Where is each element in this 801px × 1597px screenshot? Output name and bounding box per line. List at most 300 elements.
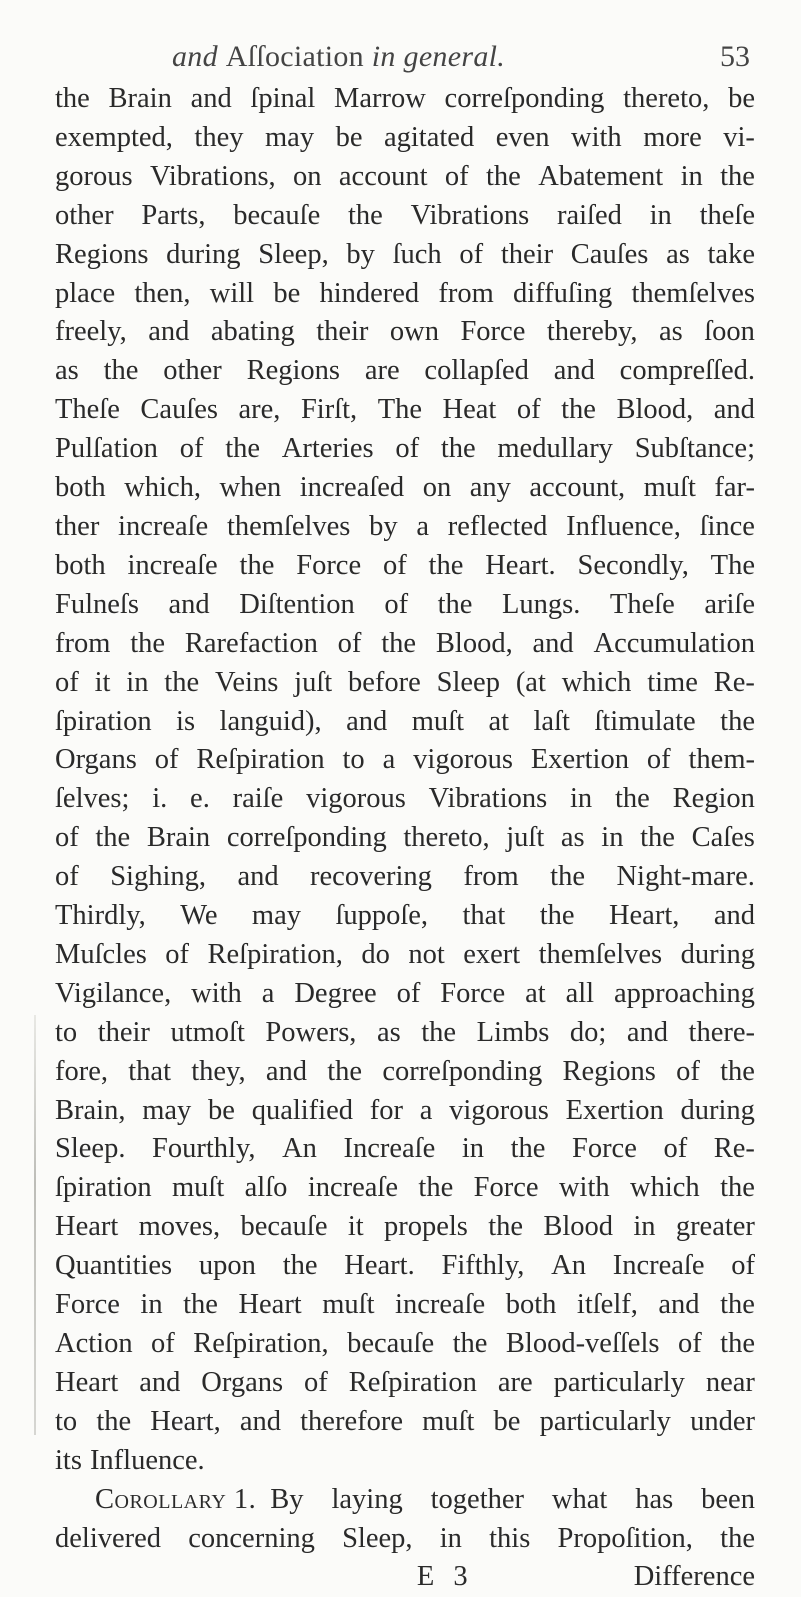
word: particularly [553,1366,685,1398]
word: Cauſes [140,394,218,426]
word: of [154,744,179,776]
word: and [148,316,190,348]
signature-mark: E 3 [416,1561,474,1593]
word: there- [688,1016,755,1048]
word: of [516,394,541,426]
word: the [130,627,166,659]
word: Pulſation [55,433,158,465]
word: more [643,121,702,153]
word: muſt [322,1289,375,1321]
word: and [713,900,755,932]
word: it [347,1211,364,1243]
text-line [55,858,755,897]
word: their [316,316,369,348]
text-line [55,586,755,625]
word: ſtimulate [594,705,696,737]
word: Force [440,977,506,1009]
word: ther [55,510,100,542]
word: Caſes [691,822,755,854]
text-line [55,158,755,197]
word: the [421,1016,457,1048]
word: Heart, [150,1405,221,1437]
word: Limbs [476,1016,550,1048]
word: propels [383,1211,468,1243]
word: be [493,1405,521,1437]
word: in [649,199,672,231]
word: when [219,472,282,504]
word: and [626,1016,669,1048]
word: increaſe [395,1289,486,1321]
word: is [176,705,196,737]
word: Propoſition, [557,1522,693,1554]
word: (at [515,666,546,698]
word: Rarefaction [184,627,318,659]
word: from [438,277,494,309]
word: their [97,1016,150,1048]
word: of [676,1055,700,1087]
word: are, [238,394,281,426]
word: which [561,666,632,698]
word: exert [463,938,521,970]
corollary-line-2 [55,1520,755,1559]
word: thereto, [403,822,490,854]
word: ſpinal [250,83,316,114]
word: An [282,1133,317,1165]
word: of [337,627,362,659]
word: ſuch [392,238,442,270]
word: Blood-veſſels [505,1328,660,1359]
word: as [376,1016,401,1048]
word: muſt [422,1405,475,1437]
word: as [560,822,585,854]
word: Force [55,1289,120,1321]
word: muſt [171,1172,225,1204]
text-line [55,1169,755,1208]
word: under [690,1405,755,1437]
word: at [488,705,510,737]
word: from [463,861,519,893]
word: which, [124,472,201,504]
text-line [55,897,755,936]
word: the [720,160,755,192]
word: the [510,1133,546,1165]
word: of [55,861,79,893]
running-title-and: and [172,40,226,73]
word: We [180,900,218,932]
text-line [55,313,755,352]
word: them- [688,744,755,776]
word: i. [152,783,168,815]
catchword: Difference [633,1561,755,1593]
word: other [163,355,222,387]
word: agitated [383,121,475,153]
text-line [55,625,755,664]
word: ariſe [704,588,755,620]
word: account [338,160,428,192]
word: of [179,433,204,465]
word: the [96,1405,132,1437]
word: approaching [614,977,755,1009]
text-line [55,780,755,819]
word: increaſe [118,510,209,542]
word: in [140,1289,163,1321]
text-line [55,1442,755,1481]
word: utmoſt [170,1016,245,1048]
word: raiſed [556,199,622,231]
footer-line [55,1558,755,1597]
word: juſt [506,822,545,854]
word: the [437,588,473,620]
page-number: 53 [720,40,750,73]
text-line [55,469,755,508]
word: correſponding [226,822,387,854]
word: Muſcles [55,938,147,970]
word: becauſe [347,1328,435,1359]
word: Sighing, [110,861,206,893]
text-line [55,819,755,858]
word: Theſe [609,588,675,620]
word: as [666,238,690,270]
word: in [601,822,624,854]
word: its [55,1444,82,1476]
word: do; [569,1016,607,1048]
word: Cauſes [570,238,649,270]
word: Sleep. [55,1133,126,1165]
word: ſelves; [55,783,130,815]
word: Quantities [55,1250,173,1282]
word: therefore [300,1405,403,1437]
word: Fifthly, [441,1250,525,1282]
word: recovering [310,861,432,893]
word: muſt [643,472,696,504]
word: Abatement [538,160,664,192]
word: and [658,1289,700,1321]
word: By [270,1483,304,1515]
text-line [55,80,755,119]
word: their [500,238,554,270]
word: Diſtention [239,588,355,620]
word: Fourthly, [152,1133,256,1165]
word: Brain [108,83,172,114]
word: Force [473,1172,539,1204]
word: the [561,394,596,426]
word: any [469,472,511,504]
word: theſe [699,199,755,231]
word: Theſe [55,394,120,426]
word: Heart [238,1289,302,1321]
word: Blood [543,1211,614,1243]
word: Sleep, [342,1522,413,1554]
word: Influence. [89,1444,205,1476]
word: to [55,1405,78,1437]
word: e. [190,783,210,815]
word: the [282,1250,318,1282]
word: Brain, [55,1094,126,1126]
word: and [553,355,595,387]
word: concerning [188,1522,315,1554]
word: ſince [699,510,755,542]
word: may [142,1094,192,1126]
word: diffuſing [513,277,613,309]
word: during [166,238,241,270]
word: with [191,977,242,1009]
word: becauſe [233,199,321,231]
word: Sleep [436,666,500,698]
word: of [165,938,190,970]
word: languid), [219,705,322,737]
word: themſelves [538,938,663,970]
word: Reſpiration [348,1366,477,1398]
word: particularly [539,1405,671,1437]
word: Heart. [485,549,556,581]
word: Force [460,316,526,348]
word: on [293,160,322,192]
word: vigorous [449,1094,549,1126]
word: which [630,1172,700,1204]
word: in [126,666,149,698]
word: correſponding [382,1055,543,1087]
word: Re- [713,1133,755,1165]
word: Force [296,549,362,581]
word: the [239,549,275,581]
word: Reſpiration, [207,938,343,970]
word: together [430,1483,525,1515]
word: are [497,1366,533,1398]
word: reflected [447,510,548,542]
word: the [720,705,755,737]
word: not [408,938,445,970]
word: account, [529,472,626,504]
word: and [713,394,755,426]
corollary-text-1 [270,1481,755,1520]
word: the [95,822,131,854]
running-title-association: Aſſociation [225,40,372,73]
word: ſpiration [55,705,152,737]
word: hindered [319,277,420,309]
word: laying [331,1483,403,1515]
word: the [550,861,585,893]
word: compreſſed. [619,355,755,387]
word: be [208,1094,235,1126]
word: of [396,977,421,1009]
word: of [459,238,484,270]
word: delivered [55,1522,162,1554]
word: all [565,977,595,1009]
text-line [55,741,755,780]
text-line [55,1364,755,1403]
word: at [525,977,546,1009]
word: Powers, [265,1016,357,1048]
text-line [55,1247,755,1286]
word: qualified [251,1094,353,1126]
word: to [342,744,365,776]
word: in [461,1133,484,1165]
word: the [486,160,521,192]
word: the [452,1328,488,1359]
word: they, [191,1055,246,1087]
word: this [489,1522,531,1554]
word: both [55,549,106,581]
word: and [532,627,574,659]
word: collapſed [424,355,529,387]
word: Reſpiration, [193,1328,329,1359]
word: Blood, [616,394,694,426]
word: Vibrations [428,783,548,815]
word: Reſpiration [196,744,325,776]
word: Firſt, [300,394,358,426]
word: An [551,1250,586,1282]
running-title-general: in general. [371,40,506,73]
word: in [680,160,703,192]
word: be [335,121,363,153]
word: Brain [146,822,211,854]
word: Secondly, [577,549,689,581]
word: may [251,900,301,932]
word: correſponding [444,83,605,114]
word: itſelf, [576,1289,638,1321]
word: by [369,510,398,542]
word: Regions [562,1055,656,1087]
word: laſt [533,705,570,737]
text-line [55,1130,755,1169]
word: Thirdly, [55,900,146,932]
body-text [55,80,755,1597]
word: themſelves [226,510,351,542]
text-line [55,236,755,275]
word: increaſed [299,472,405,504]
word: the [103,355,139,387]
word: juſt [294,666,333,698]
word: then, [134,277,191,309]
text-line [55,1403,755,1442]
word: The [710,549,755,581]
corollary-line-1 [55,1481,755,1520]
word: Veins [214,666,279,698]
word: other [55,199,114,231]
word: and [237,861,279,893]
page-header [60,38,750,78]
word: Regions [55,238,149,270]
word: Heart [55,1366,119,1398]
word: for [369,1094,403,1126]
text-line [55,197,755,236]
word: increaſe [127,549,218,581]
word: The [377,394,422,426]
word: Heat [442,394,497,426]
word: the [720,1289,755,1321]
word: time [647,666,698,698]
word: the [327,1055,363,1087]
word: as [659,316,683,348]
word: on [422,472,452,504]
word: Accumulation [593,627,755,659]
word: they [194,121,244,153]
word: vigorous [413,744,513,776]
word: Night-mare. [616,861,755,893]
text-line [55,975,755,1014]
word: Vigilance, [55,977,172,1009]
word: been [701,1483,755,1515]
word: abating [210,316,295,348]
word: gorous [55,160,133,192]
word: vigorous [306,783,406,815]
word: Parts, [141,199,206,231]
text-line [55,352,755,391]
word: with [558,1172,610,1204]
word: as [55,355,79,387]
text-line [55,1092,755,1131]
word: the [348,199,383,231]
corollary-label: Corollary 1. [95,1483,257,1515]
word: Subſtance; [634,433,755,465]
running-title [172,40,505,74]
word: Blood, [435,627,513,659]
word: exempted, [55,121,173,153]
word: alſo [244,1172,288,1204]
word: are [364,355,400,387]
word: Degree [294,977,377,1009]
word: of [382,549,407,581]
word: ſuppoſe, [335,900,429,932]
text-line [55,1325,755,1364]
word: Organs [201,1366,284,1398]
word: muſt [411,705,464,737]
word: Lungs. [501,588,581,620]
word: the [418,1172,454,1204]
text-line [55,1208,755,1247]
text-line [55,508,755,547]
word: Region [672,783,755,815]
word: to [55,1016,78,1048]
text-line [55,430,755,469]
word: do [361,938,390,970]
word: has [635,1483,674,1515]
word: and [239,1405,281,1437]
word: the [428,549,464,581]
word: Vibrations, [149,160,276,192]
word: and [139,1366,181,1398]
word: place [55,277,116,309]
word: Force [571,1133,637,1165]
word: the [640,822,675,854]
word: a [261,977,275,1009]
word: a [419,1094,433,1126]
word: and [190,83,232,114]
word: both [55,472,106,504]
word: the [539,900,575,932]
word: raiſe [232,783,284,815]
word: becauſe [240,1211,328,1243]
word: that [462,900,506,932]
word: greater [675,1211,755,1243]
word: be [728,83,755,114]
text-line [55,275,755,314]
word: of [731,1250,755,1282]
word: a [416,510,429,542]
word: freely, [55,316,127,348]
word: Increaſe [343,1133,436,1165]
word: of [55,666,79,698]
text-line [55,391,755,430]
word: thereby, [546,316,638,348]
word: the [720,1522,755,1554]
text-line [55,664,755,703]
text-line [55,547,755,586]
word: of [395,433,420,465]
word: near [705,1366,755,1398]
word: Vibrations [410,199,530,231]
word: the [440,433,476,465]
